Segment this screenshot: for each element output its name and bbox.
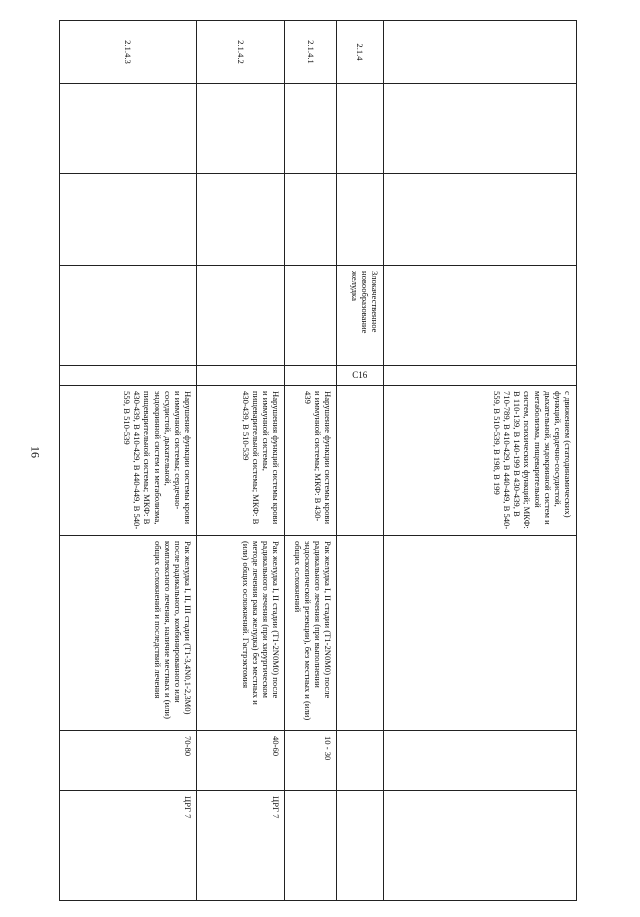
- criteria-table: [59, 20, 577, 901]
- disease-cell: [285, 266, 337, 366]
- table-row: [384, 21, 577, 901]
- extra-cell: [337, 791, 384, 901]
- rotated-table-canvas: [60, 20, 577, 900]
- percent-cell: [384, 731, 577, 791]
- code-cell: [384, 366, 577, 386]
- code-cell: [337, 366, 384, 386]
- dysfunction-cell: с движением (статодинамических) функций, сердечно-сосудистой, дыхательной, эндокринной систем и метаболизма, пищеварительной систем, психических функций; МКФ: В 110-139, В 140-199 В 430-439, В 710-789, В 410-429, В 440-449, В 540-559, В 510-539, В 198, В 199: [384, 386, 577, 536]
- empty-cell: [197, 174, 285, 266]
- dysfunction-cell: Нарушение функции системы крови и иммунной системы; МКФ: В 430-439: [285, 386, 337, 536]
- table-row: [285, 21, 337, 901]
- empty-cell: [384, 84, 577, 174]
- clinical-cell: Рак желудка I, II стадии (T1-2N0M0) после радикального лечения (при хирургическом методе лечения рака желудка) без местных и (или) общих осложнений. Гастрэктомия: [197, 536, 285, 731]
- empty-cell: [60, 174, 197, 266]
- percent-cell: 40-60: [197, 731, 285, 791]
- disease-cell: [384, 266, 577, 366]
- empty-cell: [285, 84, 337, 174]
- empty-cell: [384, 174, 577, 266]
- table-row: [60, 21, 197, 901]
- percent-cell: [337, 731, 384, 791]
- code-cell: [60, 366, 197, 386]
- percent-cell: 10 - 30: [285, 731, 337, 791]
- extra-cell: [384, 791, 577, 901]
- row-number-cell: 2.1.4.1: [285, 21, 337, 84]
- extra-cell: [285, 791, 337, 901]
- clinical-cell: Рак желудка I, II стадии (T1-2N0M0) после радикального лечения (при выполнении эндоскопической резекции), без местных и (или) общих осложнений: [285, 536, 337, 731]
- empty-cell: [285, 174, 337, 266]
- extra-cell: ЦРГ 7: [60, 791, 197, 901]
- clinical-cell: Рак желудка I, II, III стадии (T1-3,4N0,1-2,3M0) после радикального, комбинированного или комплексного лечения, наличие местных и (или) общих осложнений и последствий лечения: [60, 536, 197, 731]
- code-label: С16: [352, 370, 368, 381]
- dysfunction-cell: Нарушения функций системы крови и иммунной системы, пищеварительной системы; МКФ: В 430-439, В 510-539: [197, 386, 285, 536]
- dysfunction-cell: [337, 386, 384, 536]
- row-number-cell: [384, 21, 577, 84]
- disease-cell: [197, 266, 285, 366]
- row-number-cell: 2.1.4.3: [60, 21, 197, 84]
- clinical-cell: [337, 536, 384, 731]
- empty-cell: [337, 84, 384, 174]
- code-cell: [197, 366, 285, 386]
- empty-cell: [197, 84, 285, 174]
- percent-cell: 70-80: [60, 731, 197, 791]
- empty-cell: [60, 84, 197, 174]
- empty-cell: [337, 174, 384, 266]
- disease-cell: Злокачественное новообразование желудка: [337, 266, 384, 366]
- page-number: 16: [28, 446, 43, 458]
- row-number-cell: 2.1.4.2: [197, 21, 285, 84]
- table-row: [197, 21, 285, 901]
- row-number-cell: 2.1.4: [337, 21, 384, 84]
- dysfunction-cell: Нарушение функции системы крови и иммунной системы; сердечно-сосудистой, дыхательной, эндокринной систем и метаболизма, пищеварительной системы; МКФ: В 430-439, В 410-429, В 440-449, В 540-559, В 510-539: [60, 386, 197, 536]
- code-cell: [285, 366, 337, 386]
- clinical-cell: [384, 536, 577, 731]
- table-row: [337, 21, 384, 901]
- extra-cell: ЦРГ 7: [197, 791, 285, 901]
- disease-cell: [60, 266, 197, 366]
